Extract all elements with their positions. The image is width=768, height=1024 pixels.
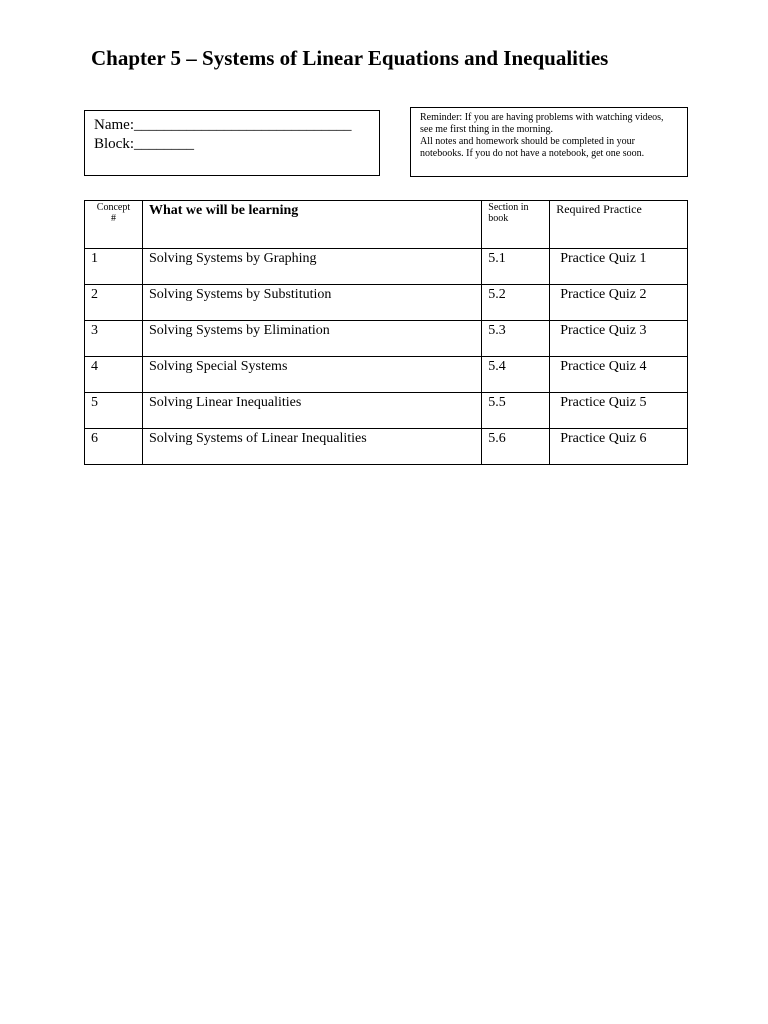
table-header-row [85,201,688,249]
learning-header: What we will be learning [142,201,481,249]
book-section: 5.1 [482,249,550,285]
practice-quiz: Practice Quiz 4 [550,357,688,393]
concept-header-line1: Concept [96,202,131,213]
table-row [85,357,688,393]
concept-header [85,201,143,249]
book-section: 5.6 [482,429,550,465]
section-header-line2: book [488,213,509,224]
practice-quiz: Practice Quiz 2 [550,285,688,321]
concept-number: 1 [85,249,143,285]
table-row [85,285,688,321]
concept-topic: Solving Systems by Substitution [142,285,481,321]
reminder-line: see me first thing in the morning. [420,124,554,135]
section-header-line1: Section in [488,202,529,213]
section-header [482,201,550,249]
student-info-box [84,110,380,176]
table-row [85,393,688,429]
reminder-line: notebooks. If you do not have a notebook, get one soon. [420,148,645,159]
reminder-line: Reminder: If you are having problems with watching videos, [420,112,664,123]
concept-number: 3 [85,321,143,357]
concept-number: 4 [85,357,143,393]
practice-quiz: Practice Quiz 3 [550,321,688,357]
concept-header-line2: # [110,213,116,224]
concept-number: 5 [85,393,143,429]
practice-quiz: Practice Quiz 5 [550,393,688,429]
practice-quiz: Practice Quiz 6 [550,429,688,465]
table-row [85,249,688,285]
book-section: 5.2 [482,285,550,321]
book-section: 5.5 [482,393,550,429]
book-section: 5.3 [482,321,550,357]
page-title: Chapter 5 – Systems of Linear Equations and Inequalities [91,46,609,70]
concept-number: 2 [85,285,143,321]
concept-topic: Solving Systems by Graphing [142,249,481,285]
learning-plan-table [84,200,688,465]
concept-number: 6 [85,429,143,465]
concept-topic: Solving Systems of Linear Inequalities [142,429,481,465]
name-field[interactable]: Name:_____________________________ [94,117,352,133]
practice-quiz: Practice Quiz 1 [550,249,688,285]
block-field[interactable]: Block:________ [94,136,194,152]
reminder-line: All notes and homework should be completed in your [420,136,635,147]
practice-header: Required Practice [550,201,688,249]
table-row [85,321,688,357]
reminder-box [410,107,688,177]
table-row [85,429,688,465]
book-section: 5.4 [482,357,550,393]
concept-topic: Solving Linear Inequalities [142,393,481,429]
concept-topic: Solving Special Systems [142,357,481,393]
concept-topic: Solving Systems by Elimination [142,321,481,357]
